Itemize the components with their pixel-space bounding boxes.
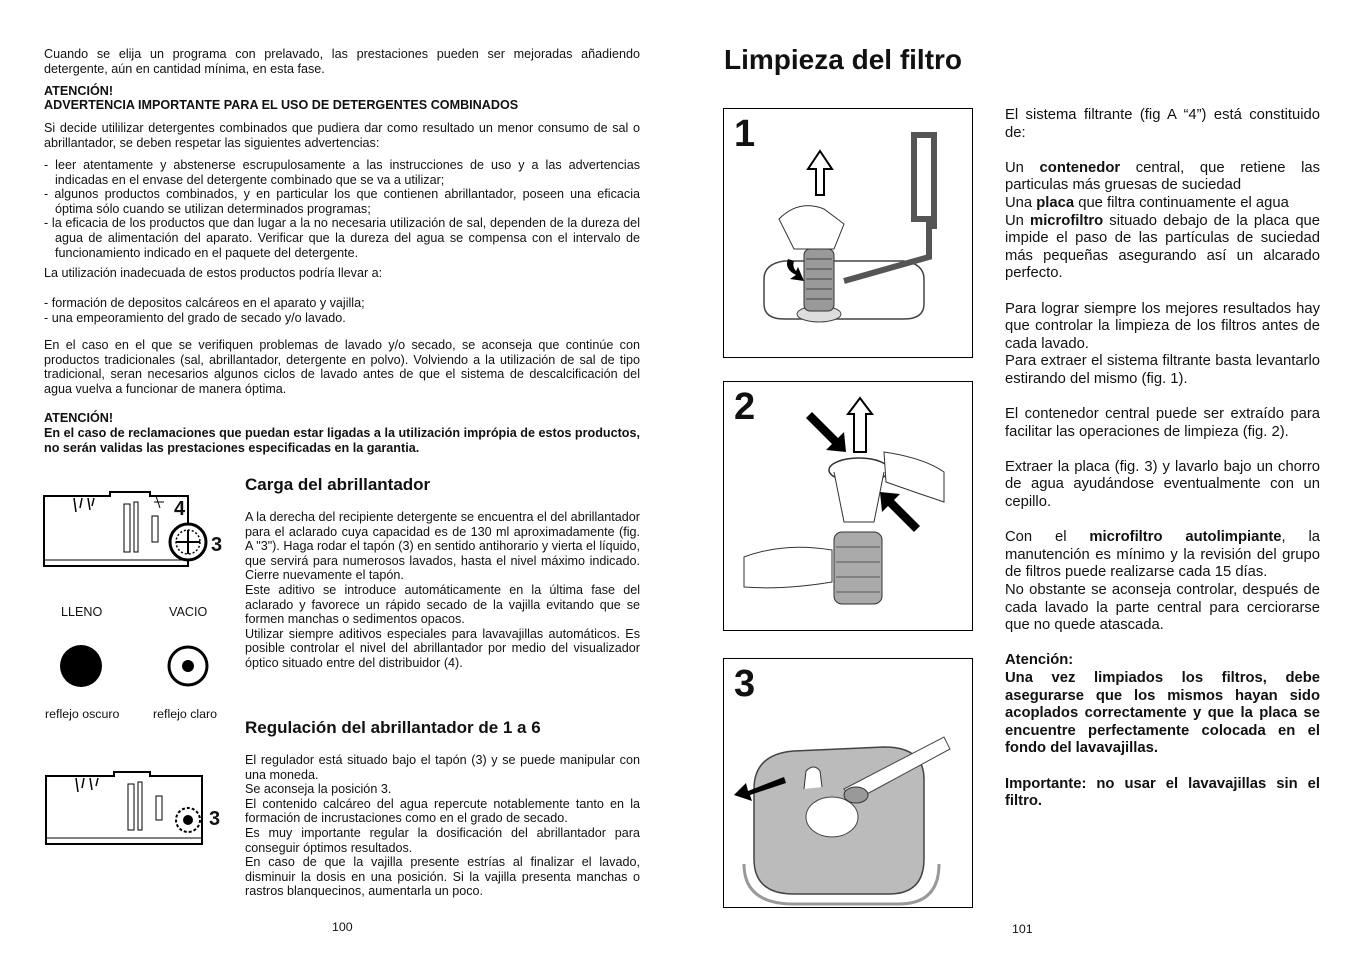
filter-cleaning-text: [1005, 107, 1320, 811]
list-item: - leer atentamente y abstenerse escrupulosamente a las instrucciones de uso y a las advertencias indicadas en el envase del detergente combinado que se va a utilizar;: [44, 158, 640, 187]
misuse-item: - formación de depositos calcáreos en el aparato y vajilla;: [44, 296, 365, 310]
figure-2-remove-container: [723, 381, 973, 631]
paragraph: El contenido calcáreo del agua repercute notablemente tanto en la formación de incrustaciones como en el grado de secado.: [245, 796, 640, 826]
paragraph: [1005, 213, 1320, 283]
attention-heading: ATENCIÓN!: [44, 84, 114, 98]
text-span: placa: [1036, 194, 1075, 211]
text-span: microfiltro: [1030, 212, 1104, 229]
paragraph: Se aconseja la posición 3.: [245, 782, 392, 797]
paragraph: El sistema filtrante (fig A “4”) está constituido de:: [1005, 107, 1320, 141]
figure-callout-3: 3: [209, 808, 221, 830]
text-span: , la manutención es mínimo y la revisión del grupo de filtros puede realizarse cada 15 días.: [1005, 529, 1321, 581]
intro-paragraph: Cuando se elija un programa con prelavado, las prestaciones pueden ser mejoradas añadiendo detergente, aún en cantidad mínima, en esta fase.: [44, 47, 640, 76]
full-label: LLENO: [61, 605, 103, 619]
paragraph: [1005, 529, 1320, 582]
combined-detergent-intro: Si decide utililizar detergentes combinados que pudiera dar como resultado un menor consumo de sal o abrillantador, se deben respetar las siguientes advertencias:: [44, 121, 640, 150]
text-span: Una: [1005, 194, 1037, 211]
text-span: Con el: [1005, 529, 1090, 546]
rinse-aid-dispenser-figure: [40, 488, 240, 572]
figure-1-lift-filter: [723, 108, 973, 358]
empty-label: VACIO: [169, 605, 208, 619]
paragraph: Es muy importante regular la dosificación del abrillantador para conseguir óptimos resultados.: [245, 825, 640, 855]
empty-indicator-icon: [165, 644, 211, 690]
text-span: Un: [1005, 212, 1031, 229]
page-title: Limpieza del filtro: [724, 44, 963, 75]
list-item: - algunos productos combinados, y en particular los que contienen abrillantador, poseen una eficacia óptima sólo cuando se utilizan determinados programas;: [44, 187, 640, 216]
paragraph: [1005, 195, 1320, 213]
warnings-list: [44, 158, 640, 260]
section-title-rinse-aid-loading: Carga del abrillantador: [245, 475, 431, 494]
text-span: Un: [1005, 159, 1040, 176]
page-number-left: 100: [332, 920, 353, 934]
figure-number: 3: [734, 663, 756, 705]
attention-text: Una vez limpiados los filtros, debe asegurarse que los mismos hayan sido acoplados correctamente y que la placa se encuentre perfectamente colocada en el fondo del lavavajillas.: [1005, 670, 1320, 757]
text-span: microfiltro autolimpiante: [1089, 529, 1282, 546]
text-span: central, que retiene las particulas más gruesas de suciedad: [1005, 159, 1320, 194]
page-number-right: 101: [1012, 922, 1033, 936]
paragraph: No obstante se aconseja controlar, después de cada lavado la parte central para cerciorarse que no quede atascada.: [1005, 582, 1320, 634]
dark-reflection-label: reflejo oscuro: [45, 707, 120, 721]
paragraph: Para lograr siempre los mejores resultados hay que controlar la limpieza de los filtros antes de cada lavado.: [1005, 300, 1320, 352]
light-reflection-label: reflejo claro: [153, 707, 218, 721]
paragraph: [1005, 160, 1320, 195]
important-note: Importante: no usar el lavavajillas sin el filtro.: [1005, 775, 1320, 810]
rinse-aid-regulation-text: [245, 753, 640, 899]
paragraph: Para extraer el sistema filtrante basta levantarlo estirando del mismo (fig. 1).: [1005, 353, 1320, 387]
full-indicator-icon: [58, 644, 104, 690]
paragraph: Utilizar siempre aditivos especiales para lavavajillas automáticos. Es posible controlar el nivel del abrillantador por medio del visualizador óptico situado entre del distribuidor (4).: [245, 626, 640, 670]
warranty-warning: En el caso de reclamaciones que puedan estar ligadas a la utilización imprópia de estos productos, no serán validas las prestaciones especificadas en la garantia.: [44, 426, 640, 455]
attention-heading: Atención:: [1005, 652, 1074, 669]
figure-callout-4: 4: [174, 498, 186, 520]
figure-number: 2: [734, 386, 756, 428]
text-span: que filtra continuamente el agua: [1074, 194, 1289, 211]
text-span: situado debajo de la placa que impide el paso de las partículas de suciedad más pequeñas asegurando así un alcarado perfecto.: [1005, 212, 1321, 282]
paragraph: En caso de que la vajilla presente estrías al finalizar el lavado, disminuir la dosis en una posición. Si la vajilla presenta manchas o rastros blanquecinos, aumentarla un poco.: [245, 855, 640, 899]
paragraph: El contenedor central puede ser extraído para facilitar las operaciones de limpieza (fig. 2).: [1005, 406, 1320, 440]
misuse-item: - una empeoramiento del grado de secado y/o lavado.: [44, 311, 346, 325]
paragraph: Extraer la placa (fig. 3) y lavarlo bajo un chorro de agua ayudándose eventualmente con un cepillo.: [1005, 458, 1320, 511]
text-span: contenedor: [1039, 159, 1121, 176]
combined-detergent-warning-heading: ADVERTENCIA IMPORTANTE PARA EL USO DE DETERGENTES COMBINADOS: [44, 98, 519, 112]
misuse-intro: La utilización inadecuada de estos productos podría llevar a:: [44, 266, 383, 280]
rinse-aid-regulator-figure: [42, 770, 232, 850]
attention-heading: ATENCIÓN!: [44, 411, 114, 425]
section-title-rinse-aid-regulation: Regulación del abrillantador de 1 a 6: [245, 718, 541, 737]
problems-paragraph: En el caso en el que se verifiquen problemas de lavado y/o secado, se aconseja que continúe con productos tradicionales (sal, abrillantador, detergente en polvo). Volviendo a la utilización de sal de tipo tradicional, seran necesarios algunos ciclos de lavado antes de que el sistema de descalcificación del agua vuelva a funcionar de manera óptima.: [44, 338, 640, 396]
paragraph: A la derecha del recipiente detergente se encuentra el del abrillantador para el aclarado cuya capacidad es de 130 ml aproximadamente (fig. A "3"). Haga rodar el tapón (3) en sentido antihorario y vierta el líquido, que servirá para numerosos lavados, hasta el nivel máximo indicado. Cierre nuevamente el tapón.: [245, 510, 640, 583]
paragraph: Este aditivo se introduce automáticamente en la última fase del aclarado y favorece un rápido secado de la vajilla evitando que se formen manchas o sedimentos opacos.: [245, 582, 640, 627]
figure-callout-3: 3: [211, 534, 223, 556]
list-item: - la eficacia de los productos que dan lugar a la no necesaria utilización de sal, dependen de la dureza del agua de alimentación del aparato. Verificar que la dureza del agua se compensa con el intervalo de funcionamiento indicado en el paquete del detergente.: [44, 216, 640, 260]
figure-number: 1: [734, 113, 756, 155]
rinse-aid-loading-text: [245, 510, 640, 671]
paragraph: El regulador está situado bajo el tapón (3) y se puede manipular con una moneda.: [245, 753, 640, 782]
figure-3-remove-plate: [723, 658, 973, 908]
